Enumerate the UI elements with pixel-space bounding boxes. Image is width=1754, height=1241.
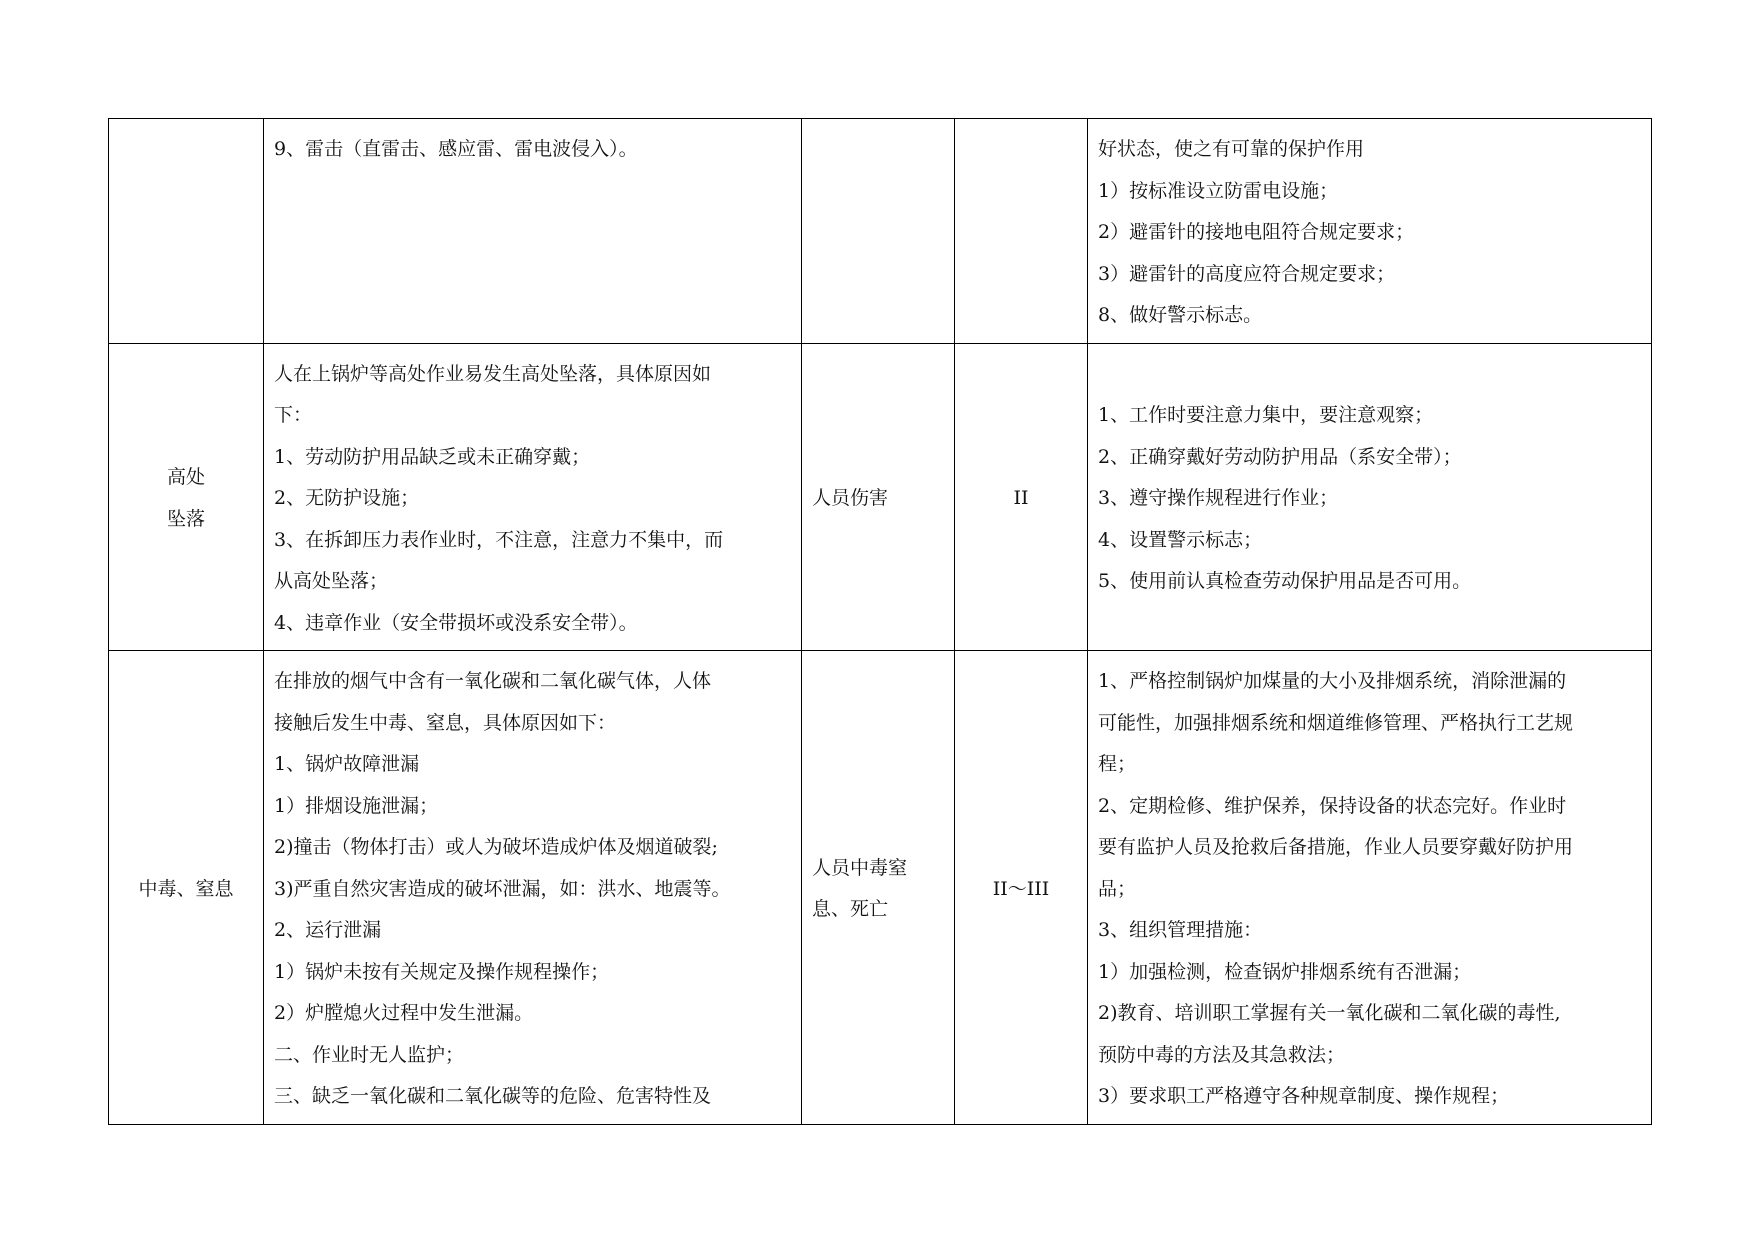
causes-cell: [264, 651, 802, 1125]
cause-line: 接触后发生中毒、窒息，具体原因如下：: [274, 711, 617, 734]
hazard-cell: [109, 651, 264, 1125]
measure-line: 2、正确穿戴好劳动防护用品（系安全带）；: [1098, 445, 1462, 468]
risk-level: II: [1013, 487, 1029, 509]
hazard-label: 高处: [166, 466, 205, 489]
measures-cell: [1088, 343, 1652, 651]
level-cell: [955, 651, 1088, 1125]
hazard-cell: [109, 119, 264, 344]
measure-line: 4、设置警示标志；: [1098, 528, 1263, 551]
measure-line: 3、组织管理措施：: [1098, 919, 1263, 941]
cause-line: 2）炉膛熄火过程中发生泄漏。: [274, 1002, 534, 1024]
hazard-label: 中毒、窒息: [138, 877, 234, 900]
consequence-label: 人员伤害: [812, 487, 889, 509]
causes-cell: [264, 119, 802, 344]
cause-line: 下：: [274, 404, 313, 426]
cause-line: 1、锅炉故障泄漏: [274, 753, 420, 775]
measure-line: 程；: [1098, 753, 1137, 775]
cause-line: 1）锅炉未按有关规定及操作规程操作；: [274, 960, 610, 983]
measure-line: 8、做好警示标志。: [1098, 304, 1263, 326]
measure-line: 预防中毒的方法及其急救法；: [1098, 1043, 1346, 1066]
measure-line: 5、使用前认真检查劳动保护用品是否可用。: [1098, 570, 1472, 592]
measures-cell: [1088, 651, 1652, 1125]
measure-line: 2)教育、培训职工掌握有关一氧化碳和二氧化碳的毒性,: [1098, 1002, 1561, 1024]
measure-line: 3）要求职工严格遵守各种规章制度、操作规程；: [1098, 1085, 1510, 1107]
measure-line: 1、工作时要注意力集中，要注意观察；: [1098, 404, 1434, 426]
cause-line: 三、缺乏一氧化碳和二氧化碳等的危险、危害特性及: [274, 1085, 712, 1107]
measure-line: 3）避雷针的高度应符合规定要求；: [1098, 262, 1396, 285]
cause-line: 9、雷击（直雷击、感应雷、雷电波侵入）。: [274, 138, 638, 160]
consequence-cell: [802, 343, 955, 651]
table-row: [109, 343, 1652, 651]
table-row: [109, 119, 1652, 344]
level-cell: [955, 343, 1088, 651]
cause-line: 3)严重自然灾害造成的破坏泄漏，如：洪水、地震等。: [274, 877, 731, 900]
causes-cell: [264, 343, 802, 651]
consequence-cell: [802, 651, 955, 1125]
cause-line: 人在上锅炉等高处作业易发生高处坠落，具体原因如: [274, 362, 712, 385]
measure-line: 可能性，加强排烟系统和烟道维修管理、严格执行工艺规: [1098, 711, 1574, 734]
cause-line: 2、无防护设施；: [274, 487, 420, 509]
cause-line: 2、运行泄漏: [274, 919, 382, 941]
measure-line: 1、严格控制锅炉加煤量的大小及排烟系统，消除泄漏的: [1098, 670, 1567, 692]
consequence-cell: [802, 119, 955, 344]
consequence-label: 人员中毒窒: [812, 856, 908, 879]
cause-line: 1、劳动防护用品缺乏或未正确穿戴；: [274, 445, 591, 468]
hazard-label: 坠落: [166, 507, 205, 530]
cause-line: 2)撞击（物体打击）或人为破坏造成炉体及烟道破裂;: [274, 836, 718, 858]
measure-line: 1）加强检测，检查锅炉排烟系统有否泄漏；: [1098, 960, 1472, 983]
level-cell: [955, 119, 1088, 344]
hazard-analysis-table: [108, 118, 1652, 1125]
consequence-label: 息、死亡: [812, 898, 889, 921]
measures-cell: [1088, 119, 1652, 344]
cause-line: 4、违章作业（安全带损坏或没系安全带）。: [274, 611, 638, 634]
cause-line: 3、在拆卸压力表作业时，不注意，注意力不集中，而: [274, 528, 724, 551]
table-row: [109, 651, 1652, 1125]
measure-line: 好状态，使之有可靠的保护作用: [1098, 138, 1365, 160]
measure-line: 2）避雷针的接地电阻符合规定要求；: [1098, 221, 1415, 243]
cause-line: 二、作业时无人监护；: [274, 1043, 465, 1066]
cause-line: 从高处坠落；: [274, 570, 389, 592]
cause-line: 在排放的烟气中含有一氧化碳和二氧化碳气体，人体: [274, 670, 712, 692]
measure-line: 3、遵守操作规程进行作业；: [1098, 487, 1339, 509]
risk-level: II～III: [992, 877, 1050, 900]
cause-line: 1）排烟设施泄漏；: [274, 794, 439, 817]
measure-line: 品；: [1098, 877, 1137, 900]
hazard-cell: [109, 343, 264, 651]
measure-line: 要有监护人员及抢救后备措施，作业人员要穿戴好防护用: [1098, 836, 1574, 858]
measure-line: 2、定期检修、维护保养，保持设备的状态完好。作业时: [1098, 794, 1567, 817]
measure-line: 1）按标准设立防雷电设施；: [1098, 179, 1339, 202]
